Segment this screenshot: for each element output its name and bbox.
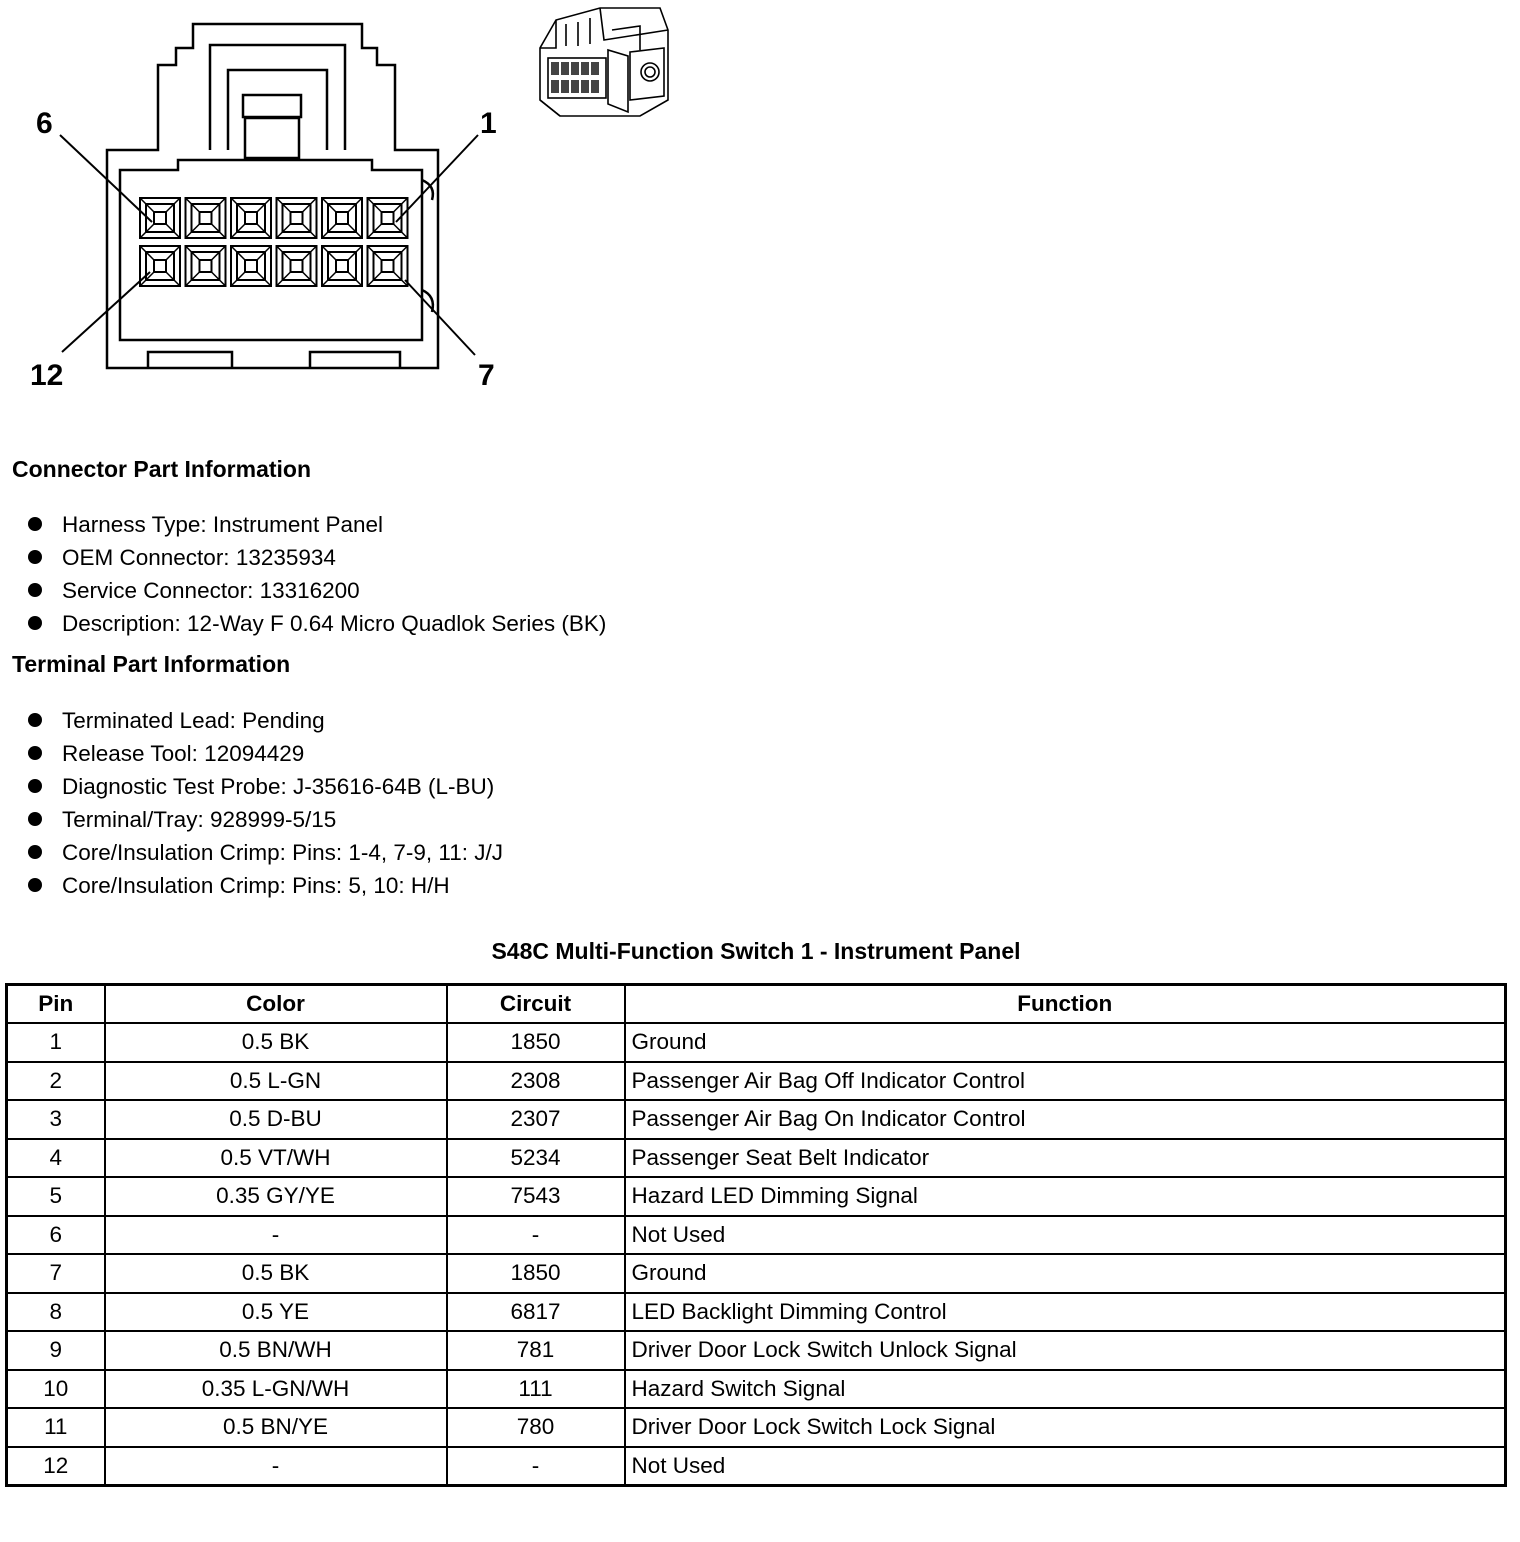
cell-pin: 11 (7, 1408, 105, 1447)
pinout-table (5, 983, 1507, 1487)
cell-pin: 2 (7, 1062, 105, 1101)
list-item-text: OEM Connector: 13235934 (62, 545, 336, 570)
bullet-icon (28, 550, 42, 564)
pin-cavity (277, 246, 317, 286)
cell-circuit: 111 (447, 1370, 625, 1409)
terminal-info-list (28, 704, 503, 902)
cell-pin: 12 (7, 1447, 105, 1486)
header-pin: Pin (7, 985, 105, 1024)
cell-function: Passenger Air Bag Off Indicator Control (625, 1062, 1506, 1101)
pin-cavity (186, 246, 226, 286)
bullet-icon (28, 713, 42, 727)
pin-label-6: 6 (36, 107, 53, 140)
pin-cavity (322, 246, 362, 286)
cell-pin: 3 (7, 1100, 105, 1139)
pin-cavity (368, 198, 408, 238)
cell-pin: 8 (7, 1293, 105, 1332)
cell-circuit: 7543 (447, 1177, 625, 1216)
pin-label-7: 7 (478, 359, 495, 392)
bullet-icon (28, 583, 42, 597)
cell-color: 0.5 BN/WH (105, 1331, 447, 1370)
cell-circuit: 780 (447, 1408, 625, 1447)
table-header-row (7, 985, 1506, 1024)
bullet-icon (28, 779, 42, 793)
table-row (7, 1293, 1506, 1332)
list-item (28, 770, 503, 803)
cell-circuit: 1850 (447, 1254, 625, 1293)
list-item (28, 607, 606, 640)
list-item-text: Release Tool: 12094429 (62, 741, 305, 766)
cell-color: 0.5 D-BU (105, 1100, 447, 1139)
cell-function: Ground (625, 1023, 1506, 1062)
table-row (7, 1023, 1506, 1062)
bullet-icon (28, 845, 42, 859)
cell-pin: 7 (7, 1254, 105, 1293)
cell-function: Driver Door Lock Switch Unlock Signal (625, 1331, 1506, 1370)
cell-function: Passenger Air Bag On Indicator Control (625, 1100, 1506, 1139)
cell-circuit: 6817 (447, 1293, 625, 1332)
list-item (28, 737, 503, 770)
list-item (28, 836, 503, 869)
cell-pin: 1 (7, 1023, 105, 1062)
table-row (7, 1447, 1506, 1486)
pin-cavity (140, 198, 180, 238)
pin-cavity (322, 198, 362, 238)
cell-color: 0.5 BN/YE (105, 1408, 447, 1447)
table-title: S48C Multi-Function Switch 1 - Instrument Panel (491, 938, 1021, 964)
list-item (28, 704, 503, 737)
table-row (7, 1331, 1506, 1370)
bullet-icon (28, 517, 42, 531)
cell-color: - (105, 1216, 447, 1255)
pin-cavity (277, 198, 317, 238)
cell-color: - (105, 1447, 447, 1486)
connector-face-diagram (0, 0, 700, 420)
bullet-icon (28, 616, 42, 630)
cell-function: Hazard LED Dimming Signal (625, 1177, 1506, 1216)
cell-circuit: - (447, 1447, 625, 1486)
list-item (28, 541, 606, 574)
cell-function: LED Backlight Dimming Control (625, 1293, 1506, 1332)
cell-circuit: - (447, 1216, 625, 1255)
table-row (7, 1062, 1506, 1101)
list-item-text: Diagnostic Test Probe: J-35616-64B (L-BU) (62, 774, 495, 799)
cell-color: 0.5 BK (105, 1254, 447, 1293)
cell-color: 0.35 GY/YE (105, 1177, 447, 1216)
cell-color: 0.5 L-GN (105, 1062, 447, 1101)
terminal-info-title: Terminal Part Information (12, 651, 291, 677)
pin-label-1: 1 (480, 107, 497, 140)
list-item-text: Core/Insulation Crimp: Pins: 5, 10: H/H (62, 873, 450, 898)
table-row (7, 1139, 1506, 1178)
bullet-icon (28, 746, 42, 760)
connector-isometric-view (540, 8, 668, 116)
list-item (28, 574, 606, 607)
pin-cavity (140, 246, 180, 286)
cell-color: 0.5 BK (105, 1023, 447, 1062)
pin-label-12: 12 (30, 359, 64, 392)
cell-color: 0.35 L-GN/WH (105, 1370, 447, 1409)
cell-function: Passenger Seat Belt Indicator (625, 1139, 1506, 1178)
header-circuit: Circuit (447, 985, 625, 1024)
pin-cavity-grid (140, 198, 408, 286)
header-color: Color (105, 985, 447, 1024)
cell-pin: 4 (7, 1139, 105, 1178)
table-row (7, 1177, 1506, 1216)
connector-info-list (28, 508, 606, 640)
cell-color: 0.5 VT/WH (105, 1139, 447, 1178)
cell-function: Ground (625, 1254, 1506, 1293)
table-row (7, 1408, 1506, 1447)
list-item-text: Service Connector: 13316200 (62, 578, 360, 603)
cell-pin: 9 (7, 1331, 105, 1370)
cell-circuit: 5234 (447, 1139, 625, 1178)
list-item-text: Terminal/Tray: 928999-5/15 (62, 807, 337, 832)
list-item (28, 869, 503, 902)
cell-color: 0.5 YE (105, 1293, 447, 1332)
list-item-text: Terminated Lead: Pending (62, 708, 325, 733)
pin-cavity (231, 246, 271, 286)
bullet-icon (28, 878, 42, 892)
list-item-text: Description: 12-Way F 0.64 Micro Quadlok Series (BK) (62, 611, 607, 636)
connector-info-title: Connector Part Information (12, 456, 312, 482)
pin-cavity (368, 246, 408, 286)
bullet-icon (28, 812, 42, 826)
table-row (7, 1216, 1506, 1255)
cell-pin: 6 (7, 1216, 105, 1255)
list-item-text: Harness Type: Instrument Panel (62, 512, 383, 537)
table-row (7, 1100, 1506, 1139)
pin-cavity (231, 198, 271, 238)
cell-circuit: 781 (447, 1331, 625, 1370)
cell-function: Driver Door Lock Switch Lock Signal (625, 1408, 1506, 1447)
cell-function: Hazard Switch Signal (625, 1370, 1506, 1409)
cell-circuit: 2308 (447, 1062, 625, 1101)
cell-function: Not Used (625, 1447, 1506, 1486)
table-row (7, 1254, 1506, 1293)
cell-circuit: 2307 (447, 1100, 625, 1139)
cell-pin: 5 (7, 1177, 105, 1216)
connector-housing (107, 24, 438, 368)
cell-pin: 10 (7, 1370, 105, 1409)
cell-circuit: 1850 (447, 1023, 625, 1062)
list-item (28, 803, 503, 836)
list-item-text: Core/Insulation Crimp: Pins: 1-4, 7-9, 11: J/J (62, 840, 504, 865)
header-function: Function (625, 985, 1506, 1024)
table-row (7, 1370, 1506, 1409)
cell-function: Not Used (625, 1216, 1506, 1255)
list-item (28, 508, 606, 541)
pin-cavity (186, 198, 226, 238)
